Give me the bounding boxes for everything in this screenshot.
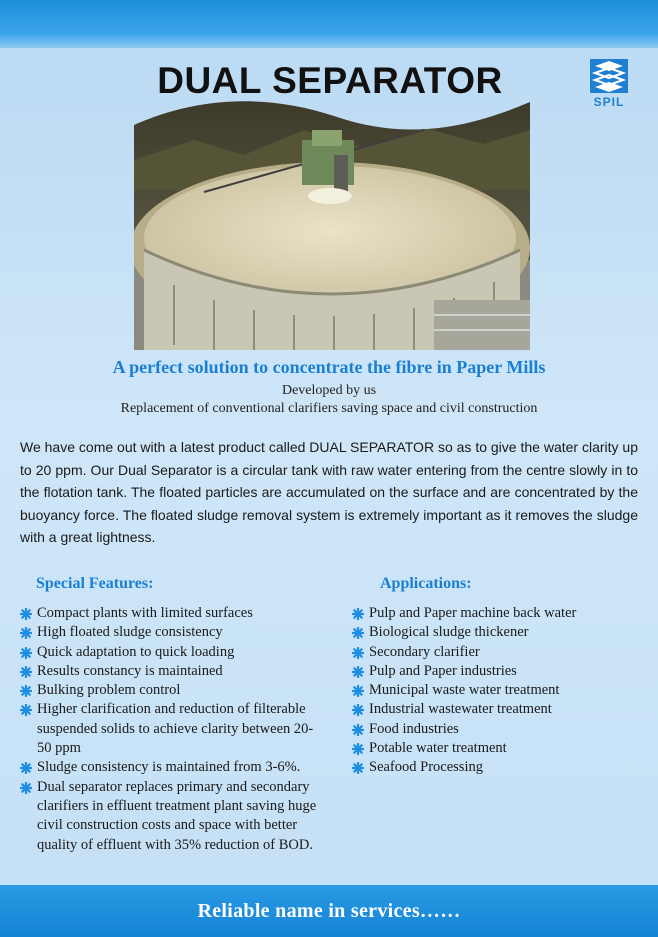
bullet-star-icon — [352, 724, 364, 736]
list-item — [352, 604, 652, 623]
bullet-star-icon — [352, 704, 364, 716]
list-item — [352, 700, 652, 719]
list-item — [20, 643, 320, 662]
circular-flotation-tank-photo — [134, 100, 530, 350]
footer-tagline: Reliable name in services…… — [197, 899, 461, 922]
list-item — [352, 758, 652, 777]
list-item — [352, 720, 652, 739]
bullet-star-icon — [352, 647, 364, 659]
list-item-text: Municipal waste water treatment — [369, 682, 560, 699]
list-item-text: High floated sludge consistency — [37, 624, 223, 641]
list-item — [20, 662, 320, 681]
logo-text: SPIL — [593, 95, 625, 109]
spil-logo-icon — [589, 58, 629, 94]
bullet-star-icon — [352, 608, 364, 620]
list-item-text: Sludge consistency is maintained from 3-6%. — [37, 759, 301, 776]
list-item-text: Bulking problem control — [37, 682, 181, 699]
company-logo — [583, 58, 635, 109]
list-item — [352, 681, 652, 700]
list-item-text: Secondary clarifier — [369, 643, 480, 660]
list-item — [352, 643, 652, 662]
list-item-text: Industrial wastewater treatment — [369, 701, 552, 718]
bullet-star-icon — [352, 666, 364, 678]
list-item — [352, 623, 652, 642]
subtitle: A perfect solution to concentrate the fibre in Paper Mills — [112, 357, 546, 377]
bullet-star-icon — [352, 685, 364, 697]
bullet-star-icon — [352, 743, 364, 755]
list-item — [20, 604, 320, 623]
list-item-text: Biological sludge thickener — [369, 624, 529, 641]
bullet-star-icon — [352, 762, 364, 774]
features-list — [20, 604, 320, 855]
list-item-text: Compact plants with limited surfaces — [37, 605, 253, 621]
bullet-star-icon — [20, 608, 32, 620]
list-item — [20, 758, 320, 777]
bullet-star-icon — [20, 704, 32, 716]
top-banner — [0, 0, 658, 48]
bullet-star-icon — [352, 627, 364, 639]
list-item-text: Pulp and Paper industries — [369, 662, 517, 679]
list-item-text: Dual separator replaces primary and secondary clarifiers in effluent treatment plant saving huge civil construction costs and space with better quality of effluent with 35% reduction of BOD. — [37, 778, 317, 853]
footer-banner — [0, 885, 658, 937]
list-item — [20, 700, 320, 758]
applications-list — [352, 604, 652, 778]
intro-paragraph: We have come out with a latest product called DUAL SEPARATOR so as to give the water clarity up to 20 ppm. Our Dual Separator is a circular tank with raw water entering from the centre slowly in to the flotation tank. The floated particles are accumulated on the surface and are concentrated by the buoyancy force. The floated sludge removal system is extremely important as it removes the sludge with a great lightness. — [20, 439, 638, 545]
list-item-text: Food industries — [369, 720, 459, 737]
bullet-star-icon — [20, 685, 32, 697]
page-title: DUAL SEPARATOR — [157, 60, 503, 101]
list-item-text: Potable water treatment — [369, 740, 507, 757]
bullet-star-icon — [20, 782, 32, 794]
list-item-text: Quick adaptation to quick loading — [37, 643, 235, 660]
list-item-text: Results constancy is maintained — [37, 662, 223, 679]
bullet-star-icon — [20, 627, 32, 639]
list-item-text: Higher clarification and reduction of filterable suspended solids to achieve clarity between 20-50 ppm — [37, 701, 314, 757]
applications-heading: Applications: — [380, 575, 472, 592]
developed-by-text: Developed by us — [281, 383, 377, 398]
list-item — [20, 778, 320, 855]
features-heading: Special Features: — [36, 575, 154, 592]
list-item — [20, 681, 320, 700]
bullet-star-icon — [20, 762, 32, 774]
bullet-star-icon — [20, 647, 32, 659]
list-item — [20, 623, 320, 642]
list-item-text: Seafood Processing — [369, 759, 483, 776]
list-item — [352, 662, 652, 681]
replacement-note: Replacement of conventional clarifiers saving space and civil construction — [120, 401, 538, 416]
list-item-text: Pulp and Paper machine back water — [369, 605, 577, 621]
list-item — [352, 739, 652, 758]
bullet-star-icon — [20, 666, 32, 678]
